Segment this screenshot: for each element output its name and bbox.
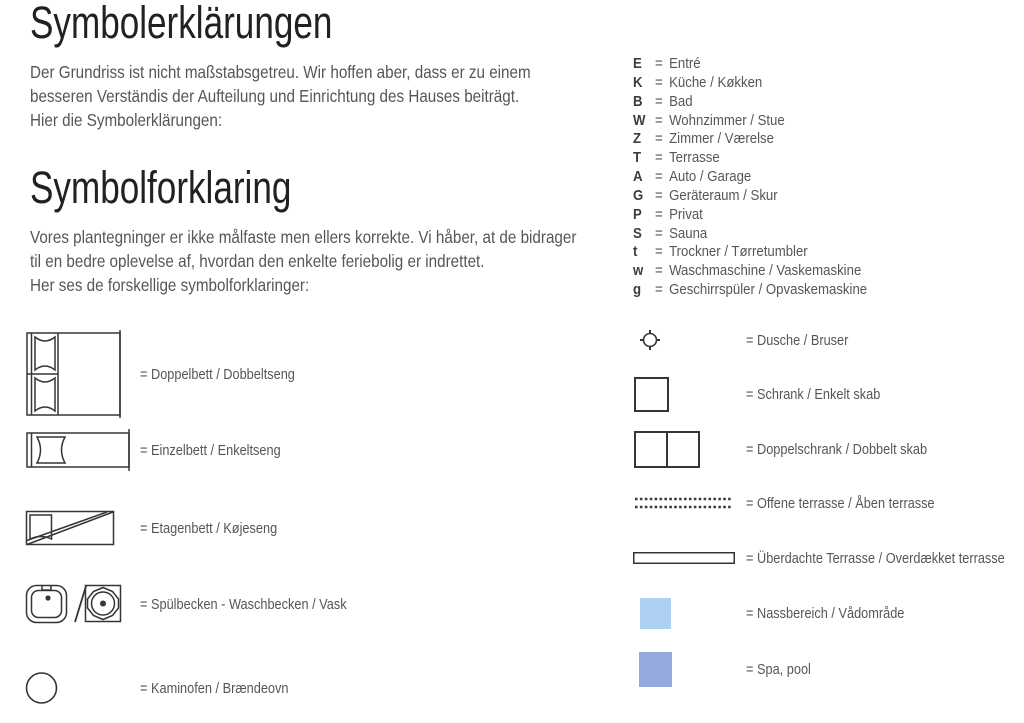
equals-sign: = — [655, 262, 663, 280]
page-title-danish: Symbolforklaring — [30, 162, 292, 213]
legend-label: = Offene terrasse / Åben terrasse — [746, 494, 935, 512]
equals-sign: = — [655, 205, 663, 223]
abbr-label: Küche / Køkken — [669, 73, 763, 91]
intro-german-line: besseren Verständis der Aufteilung und Einrichtung des Hauses beiträgt. — [30, 86, 520, 106]
abbr-letter: T — [633, 149, 642, 167]
legend-label: = Dusche / Bruser — [746, 331, 849, 349]
abbr-letter: P — [633, 205, 642, 223]
wet-area-color — [640, 598, 671, 629]
abbreviation-row — [633, 168, 867, 187]
abbr-letter: G — [633, 186, 644, 204]
abbr-label: Wohnzimmer / Stue — [669, 111, 785, 129]
equals-sign: = — [655, 73, 663, 91]
abbr-letter: t — [633, 243, 638, 261]
abbr-label: Sauna — [669, 224, 708, 242]
intro-danish-line: til en bedre oplevelse af, hvordan den enkelte feriebolig er indrettet. — [30, 251, 485, 271]
abbr-letter: E — [633, 55, 642, 72]
single-bed-icon — [25, 429, 140, 471]
sink-washbasin-icon — [25, 583, 140, 625]
abbreviation-row — [633, 206, 867, 225]
equals-sign: = — [655, 281, 663, 299]
legend-label: = Doppelbett / Dobbeltseng — [140, 365, 295, 383]
double-cabinet-icon — [633, 431, 746, 468]
abbreviation-row — [633, 149, 867, 168]
intro-german-line: Der Grundriss ist nicht maßstabsgetreu. Wir hoffen aber, dass er zu einem — [30, 62, 531, 82]
legend-row-shower — [633, 329, 866, 351]
spa-pool-swatch — [633, 652, 746, 687]
abbreviation-row — [633, 112, 867, 131]
legend-row-wood-stove — [25, 672, 315, 704]
legend-row-sink — [25, 583, 383, 625]
equals-sign: = — [655, 224, 663, 242]
intro-danish — [30, 225, 576, 297]
abbreviation-row — [633, 243, 867, 262]
legend-label: = Spa, pool — [746, 661, 811, 678]
abbreviation-row — [633, 262, 867, 281]
legend-label: = Kaminofen / Brændeovn — [140, 679, 289, 697]
equals-sign: = — [655, 243, 663, 261]
abbr-letter: W — [633, 111, 646, 129]
abbr-label: Auto / Garage — [669, 168, 752, 186]
abbr-label: Entré — [669, 55, 701, 72]
legend-label: = Einzelbett / Enkeltseng — [140, 441, 281, 459]
intro-danish-line: Her ses de forskellige symbolforklaringer: — [30, 275, 310, 295]
abbr-letter: B — [633, 92, 643, 110]
abbr-label: Trockner / Tørretumbler — [669, 243, 808, 261]
intro-german — [30, 60, 531, 132]
intro-german-line: Hier die Symbolerklärungen: — [30, 110, 223, 130]
wood-stove-icon — [25, 672, 140, 704]
abbr-label: Bad — [669, 92, 693, 110]
wet-area-swatch — [633, 598, 746, 629]
legend-row-covered-terrace — [633, 549, 1024, 567]
abbr-label: Waschmaschine / Vaskemaskine — [669, 262, 862, 280]
abbr-letter: K — [633, 73, 643, 91]
covered-terrace-icon — [633, 552, 746, 564]
equals-sign: = — [655, 111, 663, 129]
double-bed-icon — [25, 330, 140, 418]
legend-row-open-terrace — [633, 496, 968, 510]
abbreviation-row — [633, 187, 867, 206]
legend-row-double-cabinet — [633, 431, 959, 468]
abbr-label: Zimmer / Værelse — [669, 130, 774, 148]
abbr-label: Terrasse — [669, 149, 720, 167]
abbr-letter: g — [633, 281, 642, 299]
page-title-german: Symbolerklärungen — [30, 0, 333, 48]
legend-row-spa-pool — [633, 652, 822, 687]
equals-sign: = — [655, 168, 663, 186]
abbr-label: Privat — [669, 205, 703, 223]
abbr-label: Geschirrspüler / Opvaskemaskine — [669, 281, 868, 299]
abbreviation-list — [633, 55, 899, 300]
legend-row-wet-area — [633, 598, 932, 629]
abbr-letter: A — [633, 168, 643, 186]
bunk-bed-icon — [25, 510, 140, 546]
abbr-letter: S — [633, 224, 642, 242]
open-terrace-icon — [633, 496, 746, 510]
legend-label: = Doppelschrank / Dobbelt skab — [746, 441, 928, 458]
single-cabinet-icon — [633, 377, 746, 412]
legend-label: = Spülbecken - Waschbecken / Vask — [140, 595, 347, 613]
equals-sign: = — [655, 92, 663, 110]
shower-icon — [633, 329, 746, 351]
intro-danish-line: Vores plantegninger er ikke målfaste men ellers korrekte. Vi håber, at de bidrager — [30, 227, 577, 247]
abbreviation-row — [633, 130, 867, 149]
legend-row-bunk-bed — [25, 510, 301, 546]
legend-row-double-bed — [25, 330, 322, 418]
abbreviation-row — [633, 281, 867, 300]
abbr-letter: w — [633, 262, 644, 280]
legend-label: = Schrank / Enkelt skab — [746, 386, 881, 403]
spa-pool-color — [639, 652, 672, 687]
abbr-letter: Z — [633, 130, 642, 148]
legend-row-single-cabinet — [633, 377, 904, 412]
abbreviation-row — [633, 55, 867, 74]
abbreviation-row — [633, 93, 867, 112]
legend-label: = Überdachte Terrasse / Overdækket terrasse — [746, 549, 1005, 567]
abbr-label: Geräteraum / Skur — [669, 186, 778, 204]
legend-row-single-bed — [25, 429, 306, 471]
legend-label: = Nassbereich / Vådområde — [746, 605, 905, 622]
equals-sign: = — [655, 55, 663, 72]
abbreviation-row — [633, 225, 867, 244]
equals-sign: = — [655, 130, 663, 148]
equals-sign: = — [655, 149, 663, 167]
abbreviation-row — [633, 74, 867, 93]
equals-sign: = — [655, 186, 663, 204]
legend-label: = Etagenbett / Køjeseng — [140, 519, 278, 537]
